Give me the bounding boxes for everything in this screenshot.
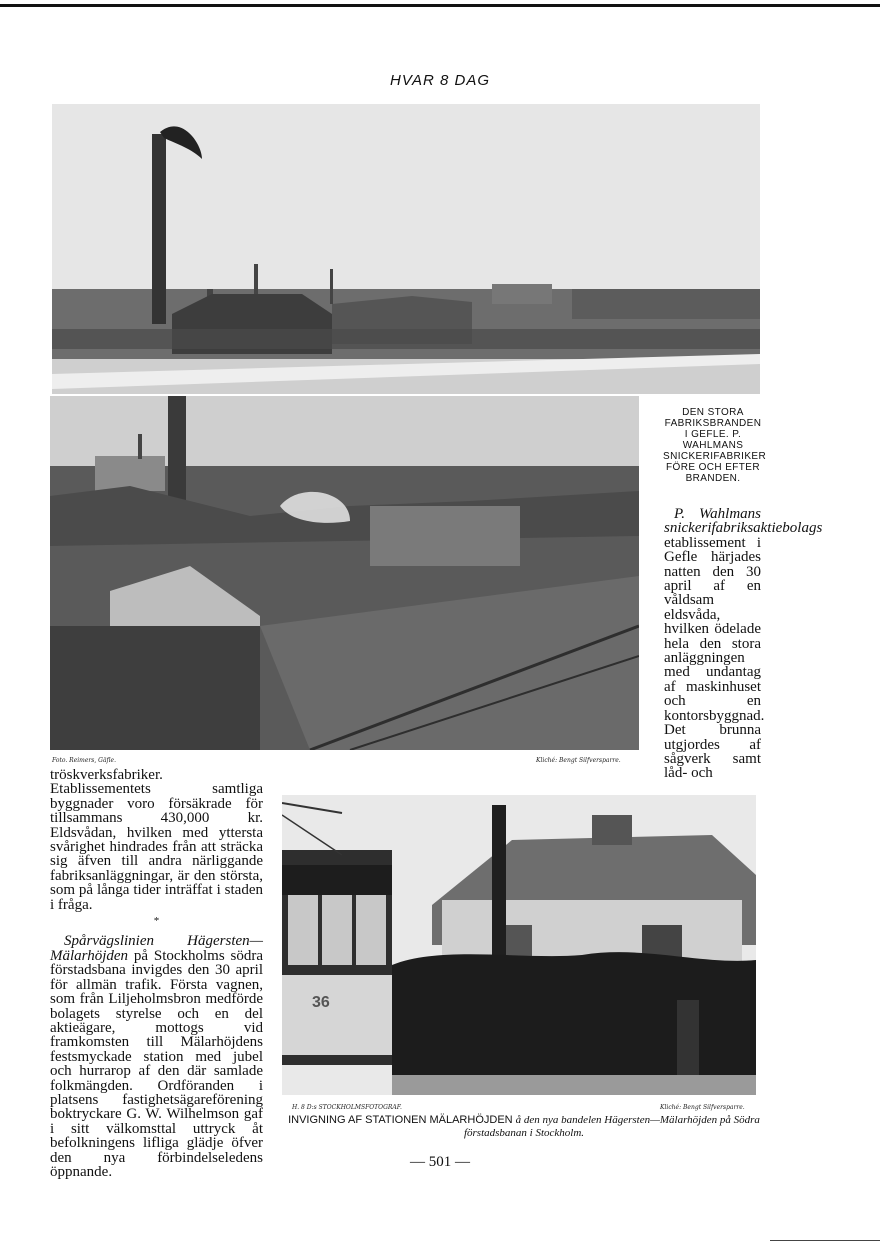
article-tram <box>50 934 263 1179</box>
factory-before-fire-photo <box>52 104 760 394</box>
article-fire-lead: P. Wahlmans snickerifabriksaktiebolags <box>664 506 823 537</box>
page-header: HVAR 8 DAG <box>389 72 491 89</box>
photo-credit-bottom-right: Kliché: Bengt Silfversparre. <box>660 1104 745 1111</box>
tram-photo-caption <box>282 1114 766 1140</box>
article-fire-right-column <box>664 506 823 782</box>
tram-station-inauguration-photo <box>282 795 756 1095</box>
photo-credit-bottom: H. 8 D:s STOCKHOLMSFOTOGRAF. <box>292 1104 402 1111</box>
photo-credit-middle: Kliché: Bengt Silfversparre. <box>536 757 621 764</box>
article-tram-lead: Spårvägslinien Hägersten—Mälarhöjden <box>50 933 263 964</box>
side-caption: DEN STORA FABRIKSBRANDEN I GEFLE. P. WAHLMANS SNICKERIFABRIKER FÖRE OCH EFTER BRANDEN. <box>663 407 767 484</box>
tram-number: 36 <box>312 994 330 1011</box>
section-separator: * <box>153 915 160 928</box>
article-fire-body-left: tröskverksfabriker. Etablissementets samtliga byggnader voro försäkrade för tillsammans 430,000 kr. Eldsvådan, hvilken med yttersta svårighet hindrades från att sträcka sig äfven till andra närliggande fabriksanläggningar, är den största, som på långa tider inträffat i staden i fråga. <box>50 767 263 913</box>
factory-after-fire-photo <box>50 396 639 750</box>
tram-caption-upper: INVIGNING AF STATIONEN MÄLARHÖJDEN <box>288 1114 513 1126</box>
photo-credit-left: Foto. Reimers, Gäfle. <box>52 757 116 764</box>
article-tram-body: på Stockholms södra förstadsbana invigdes den 30 april för allmän trafik. Första vagnen, som från Liljeholmsbron medförde bolagets styrelse och en del aktieägare, mottogs vid framkomsten till Mälarhöjdens festsmyckade station med jubel och hurrarop af den där samlade folkmängden. Ordföranden i platsens fastighetsägareförening boktryckare G. W. Wilhelmson gaf i sitt välkomsttal uttryck åt befolkningens lifliga glädje öfver den nya förbindelseledens öppnande. <box>50 947 263 1180</box>
top-rule <box>0 4 880 7</box>
tram-caption-italic: å den nya bandelen Hägersten—Mälarhöjden på Södra förstadsbanan i Stockholm. <box>463 1114 760 1139</box>
article-fire-body-right: etablissement i Gefle härjades natten den 30 april af en våldsam eldsvåda, hvilken ödelade hela den stora anläggningen med undantag af maskinhuset och en kontorsbyggnad. Det brunna utgjordes af sågverk samt låd- och <box>664 534 765 782</box>
page-number: — 501 — <box>410 1154 470 1170</box>
left-text-column <box>50 768 263 1179</box>
bottom-rule <box>770 1240 880 1241</box>
